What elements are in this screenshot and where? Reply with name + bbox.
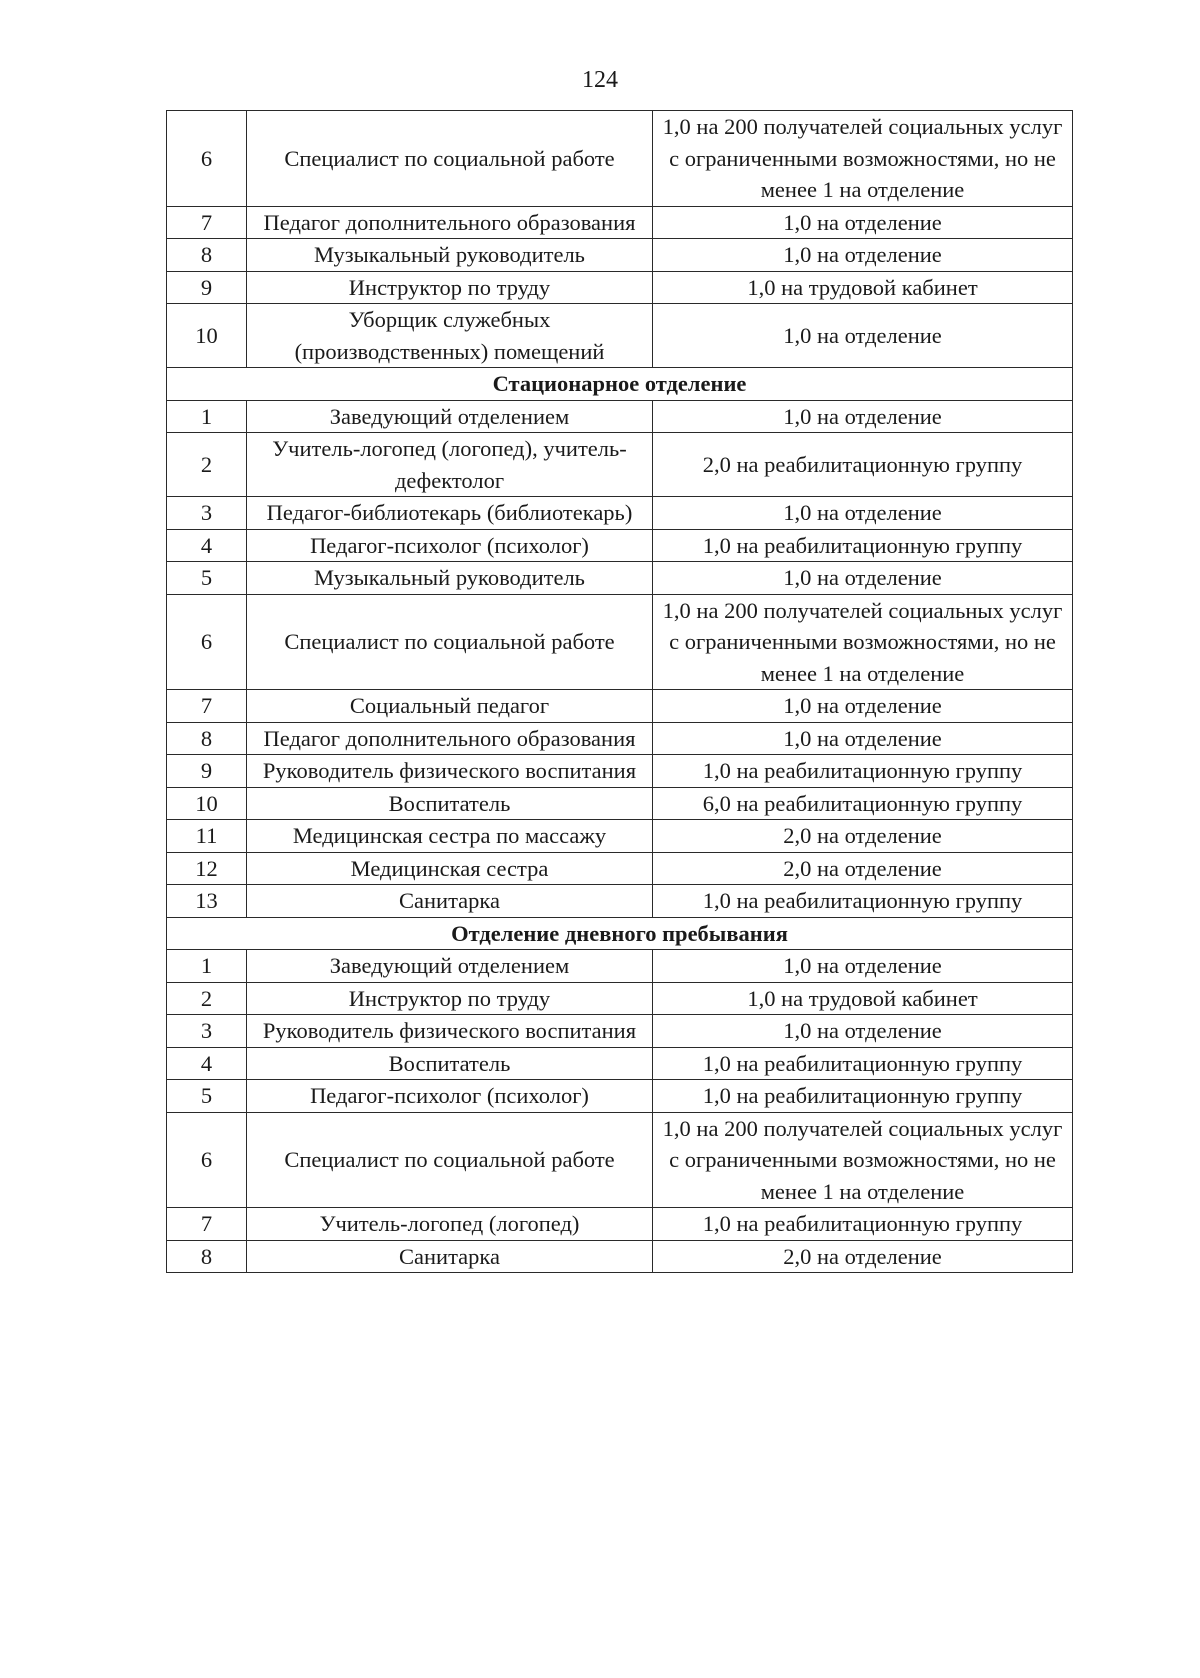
table-row: [167, 239, 1073, 272]
table-row: [167, 562, 1073, 595]
staffing-norm: 6,0 на реабилитационную группу: [653, 787, 1073, 820]
table-row: [167, 1080, 1073, 1113]
position-name: Учитель-логопед (логопед): [247, 1208, 653, 1241]
row-number: 11: [167, 820, 247, 853]
position-name: Специалист по социальной работе: [247, 1112, 653, 1208]
row-number: 4: [167, 529, 247, 562]
row-number: 1: [167, 950, 247, 983]
table-row: [167, 885, 1073, 918]
table-row: [167, 271, 1073, 304]
section-header-row: [167, 917, 1073, 950]
position-name: Педагог дополнительного образования: [247, 206, 653, 239]
staffing-norm: 2,0 на отделение: [653, 1240, 1073, 1273]
row-number: 8: [167, 722, 247, 755]
table-row: [167, 529, 1073, 562]
staffing-norm: 1,0 на отделение: [653, 304, 1073, 368]
row-number: 7: [167, 206, 247, 239]
position-name: Педагог-психолог (психолог): [247, 529, 653, 562]
staffing-norm: 1,0 на отделение: [653, 722, 1073, 755]
position-name: Специалист по социальной работе: [247, 111, 653, 207]
row-number: 12: [167, 852, 247, 885]
table-row: [167, 787, 1073, 820]
table-row: [167, 820, 1073, 853]
section-header-row: [167, 368, 1073, 401]
staffing-table: [166, 110, 1073, 1273]
section-title: Отделение дневного пребывания: [167, 917, 1073, 950]
position-name: Инструктор по труду: [247, 271, 653, 304]
row-number: 13: [167, 885, 247, 918]
position-name: Специалист по социальной работе: [247, 594, 653, 690]
position-name: Санитарка: [247, 1240, 653, 1273]
position-name: Заведующий отделением: [247, 400, 653, 433]
table-row: [167, 111, 1073, 207]
section-title: Стационарное отделение: [167, 368, 1073, 401]
row-number: 4: [167, 1047, 247, 1080]
row-number: 6: [167, 111, 247, 207]
table-row: [167, 304, 1073, 368]
staffing-norm: 1,0 на трудовой кабинет: [653, 271, 1073, 304]
row-number: 3: [167, 1015, 247, 1048]
row-number: 1: [167, 400, 247, 433]
position-name: Воспитатель: [247, 1047, 653, 1080]
table-row: [167, 982, 1073, 1015]
position-name: Уборщик служебных (производственных) помещений: [247, 304, 653, 368]
position-name: Педагог-психолог (психолог): [247, 1080, 653, 1113]
staffing-norm: 1,0 на 200 получателей социальных услуг с ограниченными возможностями, но не менее 1 на отделение: [653, 594, 1073, 690]
row-number: 8: [167, 239, 247, 272]
position-name: Заведующий отделением: [247, 950, 653, 983]
position-name: Педагог-библиотекарь (библиотекарь): [247, 497, 653, 530]
row-number: 5: [167, 1080, 247, 1113]
staffing-norm: 1,0 на отделение: [653, 206, 1073, 239]
row-number: 8: [167, 1240, 247, 1273]
table-row: [167, 722, 1073, 755]
table-row: [167, 400, 1073, 433]
row-number: 9: [167, 271, 247, 304]
row-number: 3: [167, 497, 247, 530]
page-number: 124: [582, 67, 618, 93]
row-number: 7: [167, 690, 247, 723]
staffing-norm: 1,0 на отделение: [653, 400, 1073, 433]
position-name: Воспитатель: [247, 787, 653, 820]
position-name: Учитель-логопед (логопед), учитель-дефектолог: [247, 433, 653, 497]
staffing-norm: 2,0 на отделение: [653, 852, 1073, 885]
staffing-norm: 1,0 на отделение: [653, 239, 1073, 272]
staffing-norm: 1,0 на трудовой кабинет: [653, 982, 1073, 1015]
row-number: 2: [167, 433, 247, 497]
table-row: [167, 433, 1073, 497]
table-row: [167, 690, 1073, 723]
staffing-norm: 1,0 на реабилитационную группу: [653, 885, 1073, 918]
table-row: [167, 594, 1073, 690]
table-row: [167, 1240, 1073, 1273]
table-row: [167, 950, 1073, 983]
row-number: 6: [167, 594, 247, 690]
row-number: 10: [167, 787, 247, 820]
position-name: Музыкальный руководитель: [247, 239, 653, 272]
table-row: [167, 755, 1073, 788]
staffing-norm: 1,0 на реабилитационную группу: [653, 1080, 1073, 1113]
row-number: 7: [167, 1208, 247, 1241]
position-name: Руководитель физического воспитания: [247, 1015, 653, 1048]
row-number: 6: [167, 1112, 247, 1208]
table-row: [167, 206, 1073, 239]
row-number: 2: [167, 982, 247, 1015]
position-name: Педагог дополнительного образования: [247, 722, 653, 755]
staffing-norm: 1,0 на отделение: [653, 562, 1073, 595]
row-number: 9: [167, 755, 247, 788]
row-number: 10: [167, 304, 247, 368]
staffing-norm: 1,0 на реабилитационную группу: [653, 1208, 1073, 1241]
staffing-norm: 1,0 на реабилитационную группу: [653, 755, 1073, 788]
staffing-norm: 1,0 на отделение: [653, 1015, 1073, 1048]
staffing-norm: 1,0 на реабилитационную группу: [653, 529, 1073, 562]
staffing-norm: 2,0 на реабилитационную группу: [653, 433, 1073, 497]
position-name: Музыкальный руководитель: [247, 562, 653, 595]
table-row: [167, 1015, 1073, 1048]
staffing-norm: 1,0 на 200 получателей социальных услуг с ограниченными возможностями, но не менее 1 на отделение: [653, 111, 1073, 207]
table-row: [167, 497, 1073, 530]
row-number: 5: [167, 562, 247, 595]
staffing-norm: 1,0 на реабилитационную группу: [653, 1047, 1073, 1080]
position-name: Руководитель физического воспитания: [247, 755, 653, 788]
table-row: [167, 1112, 1073, 1208]
table-row: [167, 852, 1073, 885]
position-name: Медицинская сестра по массажу: [247, 820, 653, 853]
staffing-norm: 1,0 на отделение: [653, 497, 1073, 530]
staffing-norm: 1,0 на отделение: [653, 690, 1073, 723]
table-row: [167, 1208, 1073, 1241]
position-name: Инструктор по труду: [247, 982, 653, 1015]
position-name: Медицинская сестра: [247, 852, 653, 885]
staffing-norm: 2,0 на отделение: [653, 820, 1073, 853]
position-name: Социальный педагог: [247, 690, 653, 723]
position-name: Санитарка: [247, 885, 653, 918]
staffing-table-body: [167, 111, 1073, 1273]
staffing-norm: 1,0 на 200 получателей социальных услуг с ограниченными возможностями, но не менее 1 на отделение: [653, 1112, 1073, 1208]
staffing-norm: 1,0 на отделение: [653, 950, 1073, 983]
table-row: [167, 1047, 1073, 1080]
